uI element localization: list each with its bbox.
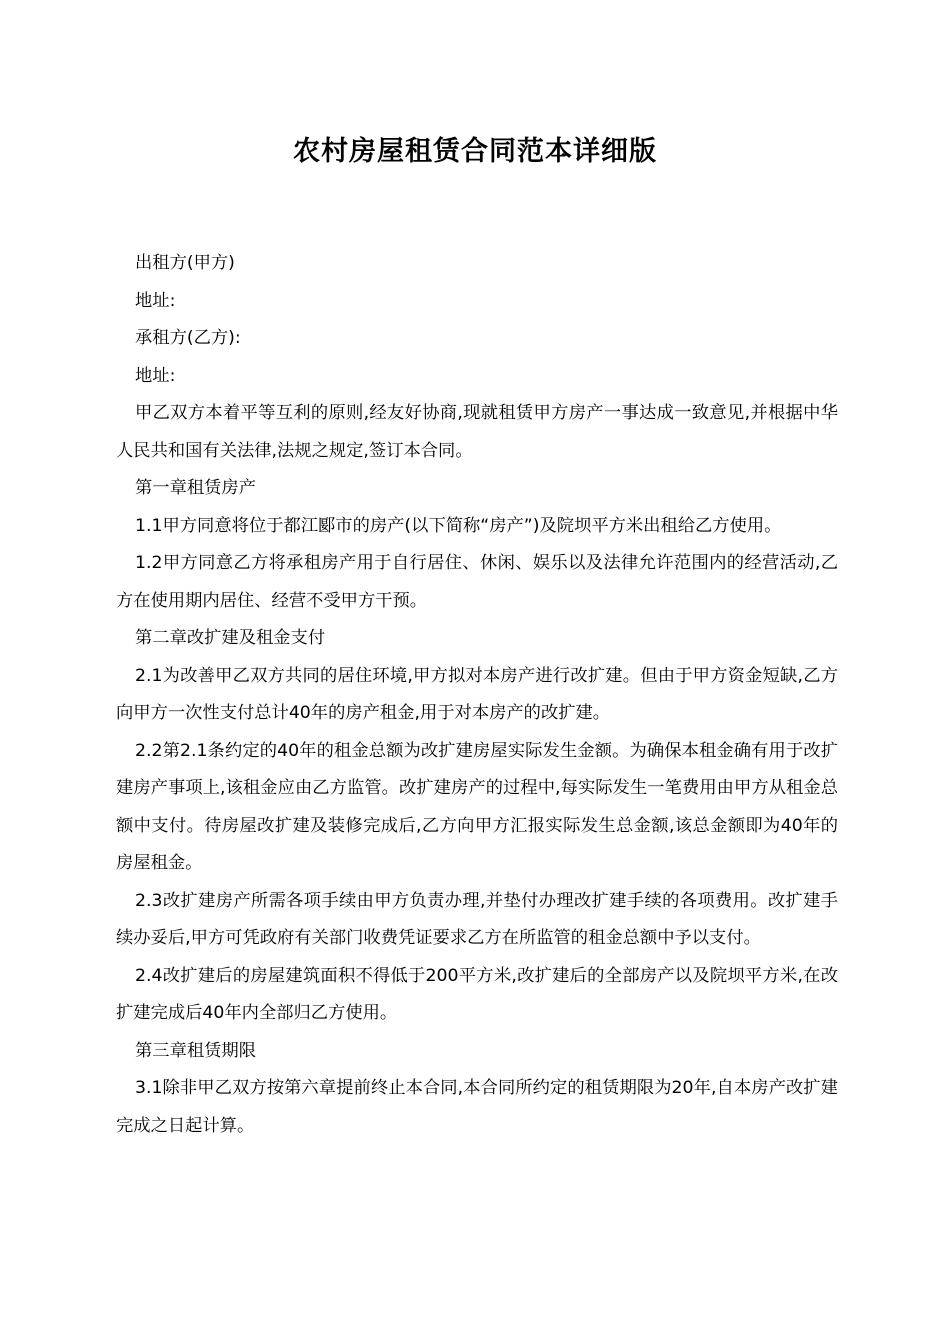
paragraph-lessor-address: 地址: xyxy=(135,290,176,311)
clause-2-1: 2.1为改善甲乙双方共同的居住环境,甲方拟对本房产进行改扩建。但由于甲方资金短缺,乙方向甲方一次性支付总计40年的房产租金,用于对本房产的改扩建。 xyxy=(116,665,838,723)
clause-1-1: 1.1甲方同意将位于都江郾市的房产(以下简称“房产”)及院坝平方米出租给乙方使用。 xyxy=(135,515,782,536)
chapter-heading-3: 第三章租赁期限 xyxy=(135,1040,256,1061)
chapter-heading-2: 第二章改扩建及租金支付 xyxy=(135,628,326,648)
paragraph-lessee: 承租方(乙方): xyxy=(135,328,241,348)
clause-2-4: 2.4改扩建后的房屋建筑面积不得低于200平方米,改扩建后的全部房产以及院坝平方米,在改扩建完成后40年内全部归乙方使用。 xyxy=(116,965,838,1023)
document-body xyxy=(116,245,838,1145)
clause-3-1: 3.1除非甲乙双方按第六章提前终止本合同,本合同所约定的租赁期限为20年,自本房产改扩建完成之日起计算。 xyxy=(116,1078,838,1136)
chapter-heading-1: 第一章租赁房产 xyxy=(135,478,256,498)
clause-2-2: 2.2第2.1条约定的40年的租金总额为改扩建房屋实际发生金额。为确保本租金确有用于改扩建房产事项上,该租金应由乙方监管。改扩建房产的过程中,每实际发生一笔费用由甲方从租金总额中支付。待房屋改扩建及装修完成后,乙方向甲方汇报实际发生总金额,该总金额即为40年的房屋租金。 xyxy=(116,740,838,873)
clause-2-3: 2.3改扩建房产所需各项手续由甲方负责办理,并垫付办理改扩建手续的各项费用。改扩建手续办妥后,甲方可凭政府有关部门收费凭证要求乙方在所监管的租金总额中予以支付。 xyxy=(116,890,838,948)
clause-1-2: 1.2甲方同意乙方将承租房产用于自行居住、休闲、娱乐以及法律允许范围内的经营活动,乙方在使用期内居住、经营不受甲方干预。 xyxy=(116,553,838,611)
paragraph-lessee-address: 地址: xyxy=(135,365,176,386)
paragraph-lessor: 出租方(甲方) xyxy=(135,253,235,273)
page-title: 农村房屋租赁合同范本详细版 xyxy=(293,136,657,167)
paragraph-preamble: 甲乙双方本着平等互利的原则,经友好协商,现就租赁甲方房产一事达成一致意见,并根据中华人民共和国有关法律,法规之规定,签订本合同。 xyxy=(116,403,838,461)
